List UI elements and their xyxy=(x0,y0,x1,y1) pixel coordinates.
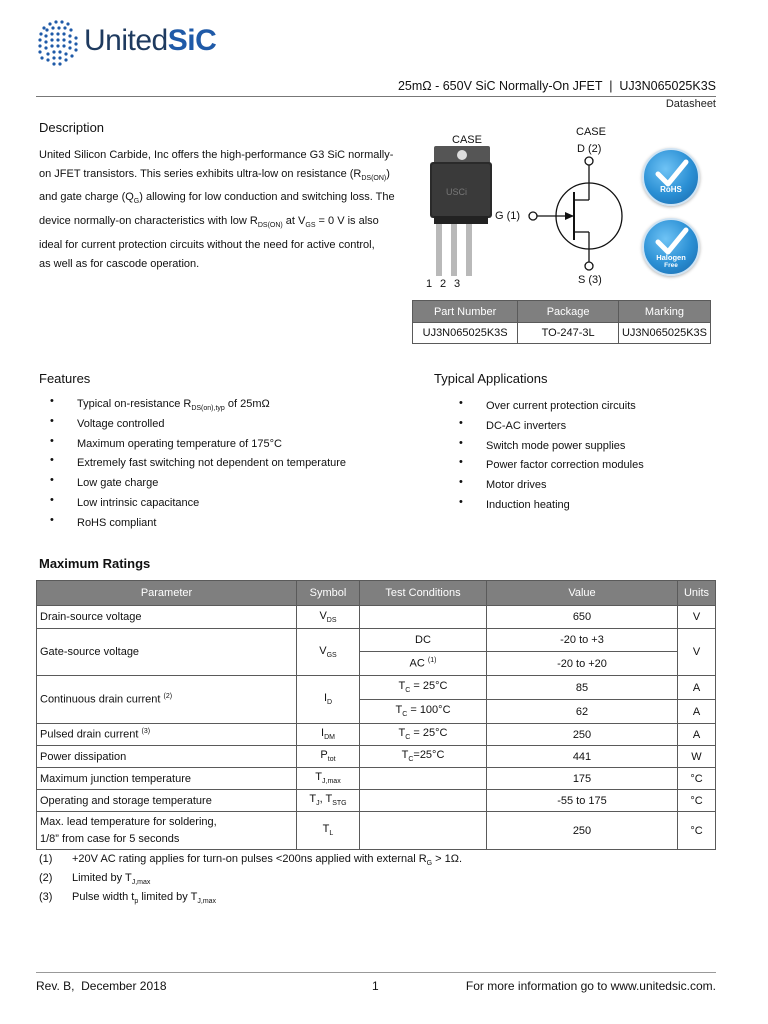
drain-label: D (2) xyxy=(577,143,602,155)
company-logo xyxy=(36,18,256,68)
halogen-free-badge xyxy=(642,218,700,276)
rohs-badge xyxy=(642,148,700,206)
condition-cell: $T_C = 100^\circ C$ xyxy=(360,700,487,724)
symbol-cell: $T_{J,max}$ xyxy=(297,768,360,790)
unit-cell: A xyxy=(678,700,716,724)
package-image xyxy=(424,132,494,292)
part-number-cell: UJ3N065025K3S xyxy=(413,323,518,344)
condition-cell xyxy=(360,790,487,812)
list-item: • Motor drives xyxy=(448,476,748,496)
ratings-heading: Maximum Ratings xyxy=(39,556,151,571)
jfet-symbol xyxy=(490,124,630,294)
condition-cell: $T_C=25^\circ C$ xyxy=(360,746,487,768)
ratings-header: Test Conditions xyxy=(360,581,487,606)
description-line: device normally-on characteristics with low $R_{DS(ON)}$ at $V_{GS} = 0$ V is also xyxy=(39,215,379,230)
unit-cell: V xyxy=(678,629,716,676)
footnote-1: (1) +20V AC rating applies for turn-on pulses <200ns applied with external $R_G > 1\Omega$. xyxy=(39,853,463,868)
pin-label-2: 2 xyxy=(440,278,447,290)
symbol-cell: $V_{GS}$ xyxy=(297,629,360,676)
table-row xyxy=(37,746,716,768)
symbol-cell: $I_D$ xyxy=(297,676,360,724)
param-cell: Continuous drain current $^{(2)}$ xyxy=(37,676,297,724)
list-item: • Extremely fast switching not dependent on temperature xyxy=(39,454,419,474)
pin-label-1: 1 xyxy=(426,278,433,290)
list-item: • Induction heating xyxy=(448,496,748,516)
list-item: • Switch mode power supplies xyxy=(448,437,748,457)
footer-rule xyxy=(36,972,716,973)
param-cell: Drain-source voltage xyxy=(37,606,297,629)
value-cell: 250 xyxy=(487,812,678,850)
revision-text: Rev. B, December 2018 xyxy=(36,979,167,993)
rohs-badge-text: RoHS xyxy=(660,185,682,194)
page-number: 1 xyxy=(372,979,379,993)
unit-cell: A xyxy=(678,724,716,746)
value-cell: 250 xyxy=(487,724,678,746)
value-cell: -55 to 175 xyxy=(487,790,678,812)
param-cell: Operating and storage temperature xyxy=(37,790,297,812)
param-cell: Pulsed drain current $^{(3)}$ xyxy=(37,724,297,746)
description-line: as well as for cascode operation. xyxy=(39,257,200,270)
list-item: • Voltage controlled xyxy=(39,415,419,435)
condition-cell xyxy=(360,768,487,790)
ratings-header: Symbol xyxy=(297,581,360,606)
symbol-cell: $V_{DS}$ xyxy=(297,606,360,629)
doc-type: Datasheet xyxy=(665,98,716,110)
symbol-cell: $P_{tot}$ xyxy=(297,746,360,768)
condition-cell xyxy=(360,812,487,850)
pin-label-3: 3 xyxy=(454,278,461,290)
description-line: and gate charge $(Q_G)$ allowing for low conduction and switching loss. The xyxy=(39,191,395,206)
applications-list xyxy=(448,397,748,516)
doc-title: 25mΩ - 650V SiC Normally-On JFET | UJ3N065025K3S xyxy=(397,79,716,93)
table-row xyxy=(37,606,716,629)
list-item: • Low gate charge xyxy=(39,474,419,494)
halogen-badge-text-1: Halogen xyxy=(656,253,686,262)
list-item: • Low intrinsic capacitance xyxy=(39,494,419,514)
unit-cell: °C xyxy=(678,812,716,850)
logo-word-united: United xyxy=(84,24,168,57)
unit-cell: °C xyxy=(678,790,716,812)
features-list xyxy=(39,395,419,534)
table-row xyxy=(37,724,716,746)
description-line: on JFET transistors. This series exhibits ultra-low on resistance $(R_{DS(ON)})$ xyxy=(39,167,390,182)
footnote-2: (2) Limited by $T_{J,max}$ xyxy=(39,872,151,887)
footnote-3: (3) Pulse width $t_p$ limited by $T_{J,max}$ xyxy=(39,891,217,906)
value-cell: 62 xyxy=(487,700,678,724)
part-number-table xyxy=(412,300,711,344)
unit-cell: A xyxy=(678,676,716,700)
condition-cell: $T_C = 25^\circ C$ xyxy=(360,724,487,746)
logo-word-sic: SiC xyxy=(167,24,217,57)
part-table-header: Package xyxy=(518,301,619,323)
list-item: • RoHS compliant xyxy=(39,514,419,534)
unit-cell: °C xyxy=(678,768,716,790)
list-item: • DC-AC inverters xyxy=(448,417,748,437)
value-cell: -20 to +20 xyxy=(487,652,678,676)
value-cell: 441 xyxy=(487,746,678,768)
unit-cell: V xyxy=(678,606,716,629)
gate-label: G (1) xyxy=(495,210,521,222)
marking-cell: UJ3N065025K3S xyxy=(618,323,710,344)
applications-heading: Typical Applications xyxy=(434,371,548,386)
symbol-cell: $T_J$, $T_{STG}$ xyxy=(297,790,360,812)
description-line: United Silicon Carbide, Inc offers the high-performance G3 SiC normally- xyxy=(39,149,394,161)
param-cell: Power dissipation xyxy=(37,746,297,768)
table-row xyxy=(37,790,716,812)
ratings-header: Value xyxy=(487,581,678,606)
unit-cell: W xyxy=(678,746,716,768)
param-cell: Maximum junction temperature xyxy=(37,768,297,790)
package-cell: TO-247-3L xyxy=(518,323,619,344)
part-table-header: Part Number xyxy=(413,301,518,323)
table-row xyxy=(37,812,716,850)
list-item: • Typical on-resistance $R_{DS(on),typ}$ of 25mΩ xyxy=(39,395,419,415)
value-cell: 175 xyxy=(487,768,678,790)
halogen-badge-text-2: Free xyxy=(664,262,678,269)
features-heading: Features xyxy=(39,371,91,386)
param-cell: Max. lead temperature for soldering, 1/8” from case for 5 seconds xyxy=(37,812,297,850)
logo-wordmark xyxy=(84,24,216,58)
list-item: • Over current protection circuits xyxy=(448,397,748,417)
symbol-cell: $I_{DM}$ xyxy=(297,724,360,746)
part-table-header: Marking xyxy=(618,301,710,323)
condition-cell: $T_C = 25^\circ C$ xyxy=(360,676,487,700)
description-text xyxy=(39,146,419,273)
ratings-header: Parameter xyxy=(37,581,297,606)
case-label: CASE xyxy=(452,134,482,146)
maximum-ratings-table xyxy=(36,580,716,850)
logo-dots-icon xyxy=(36,18,82,68)
ratings-header: Units xyxy=(678,581,716,606)
condition-cell xyxy=(360,606,487,629)
list-item: • Maximum operating temperature of 175°C xyxy=(39,435,419,455)
value-cell: 650 xyxy=(487,606,678,629)
description-line: ideal for current protection circuits without the need for active control, xyxy=(39,238,375,251)
description-heading: Description xyxy=(39,120,105,135)
checkmark-icon xyxy=(644,150,698,204)
header-rule xyxy=(36,96,716,97)
table-row xyxy=(37,629,716,652)
value-cell: -20 to +3 xyxy=(487,629,678,652)
footer-link[interactable]: For more information go to www.unitedsic.com. xyxy=(465,979,716,993)
table-row xyxy=(37,768,716,790)
table-row xyxy=(37,676,716,700)
list-item: • Power factor correction modules xyxy=(448,456,748,476)
source-label: S (3) xyxy=(578,274,602,286)
param-cell: Gate-source voltage xyxy=(37,629,297,676)
condition-cell: DC xyxy=(360,629,487,652)
condition-cell: AC $^{(1)}$ xyxy=(360,652,487,676)
value-cell: 85 xyxy=(487,676,678,700)
package-body-text: USCi xyxy=(446,187,468,197)
symbol-case-label: CASE xyxy=(576,126,606,138)
symbol-cell: $T_L$ xyxy=(297,812,360,850)
